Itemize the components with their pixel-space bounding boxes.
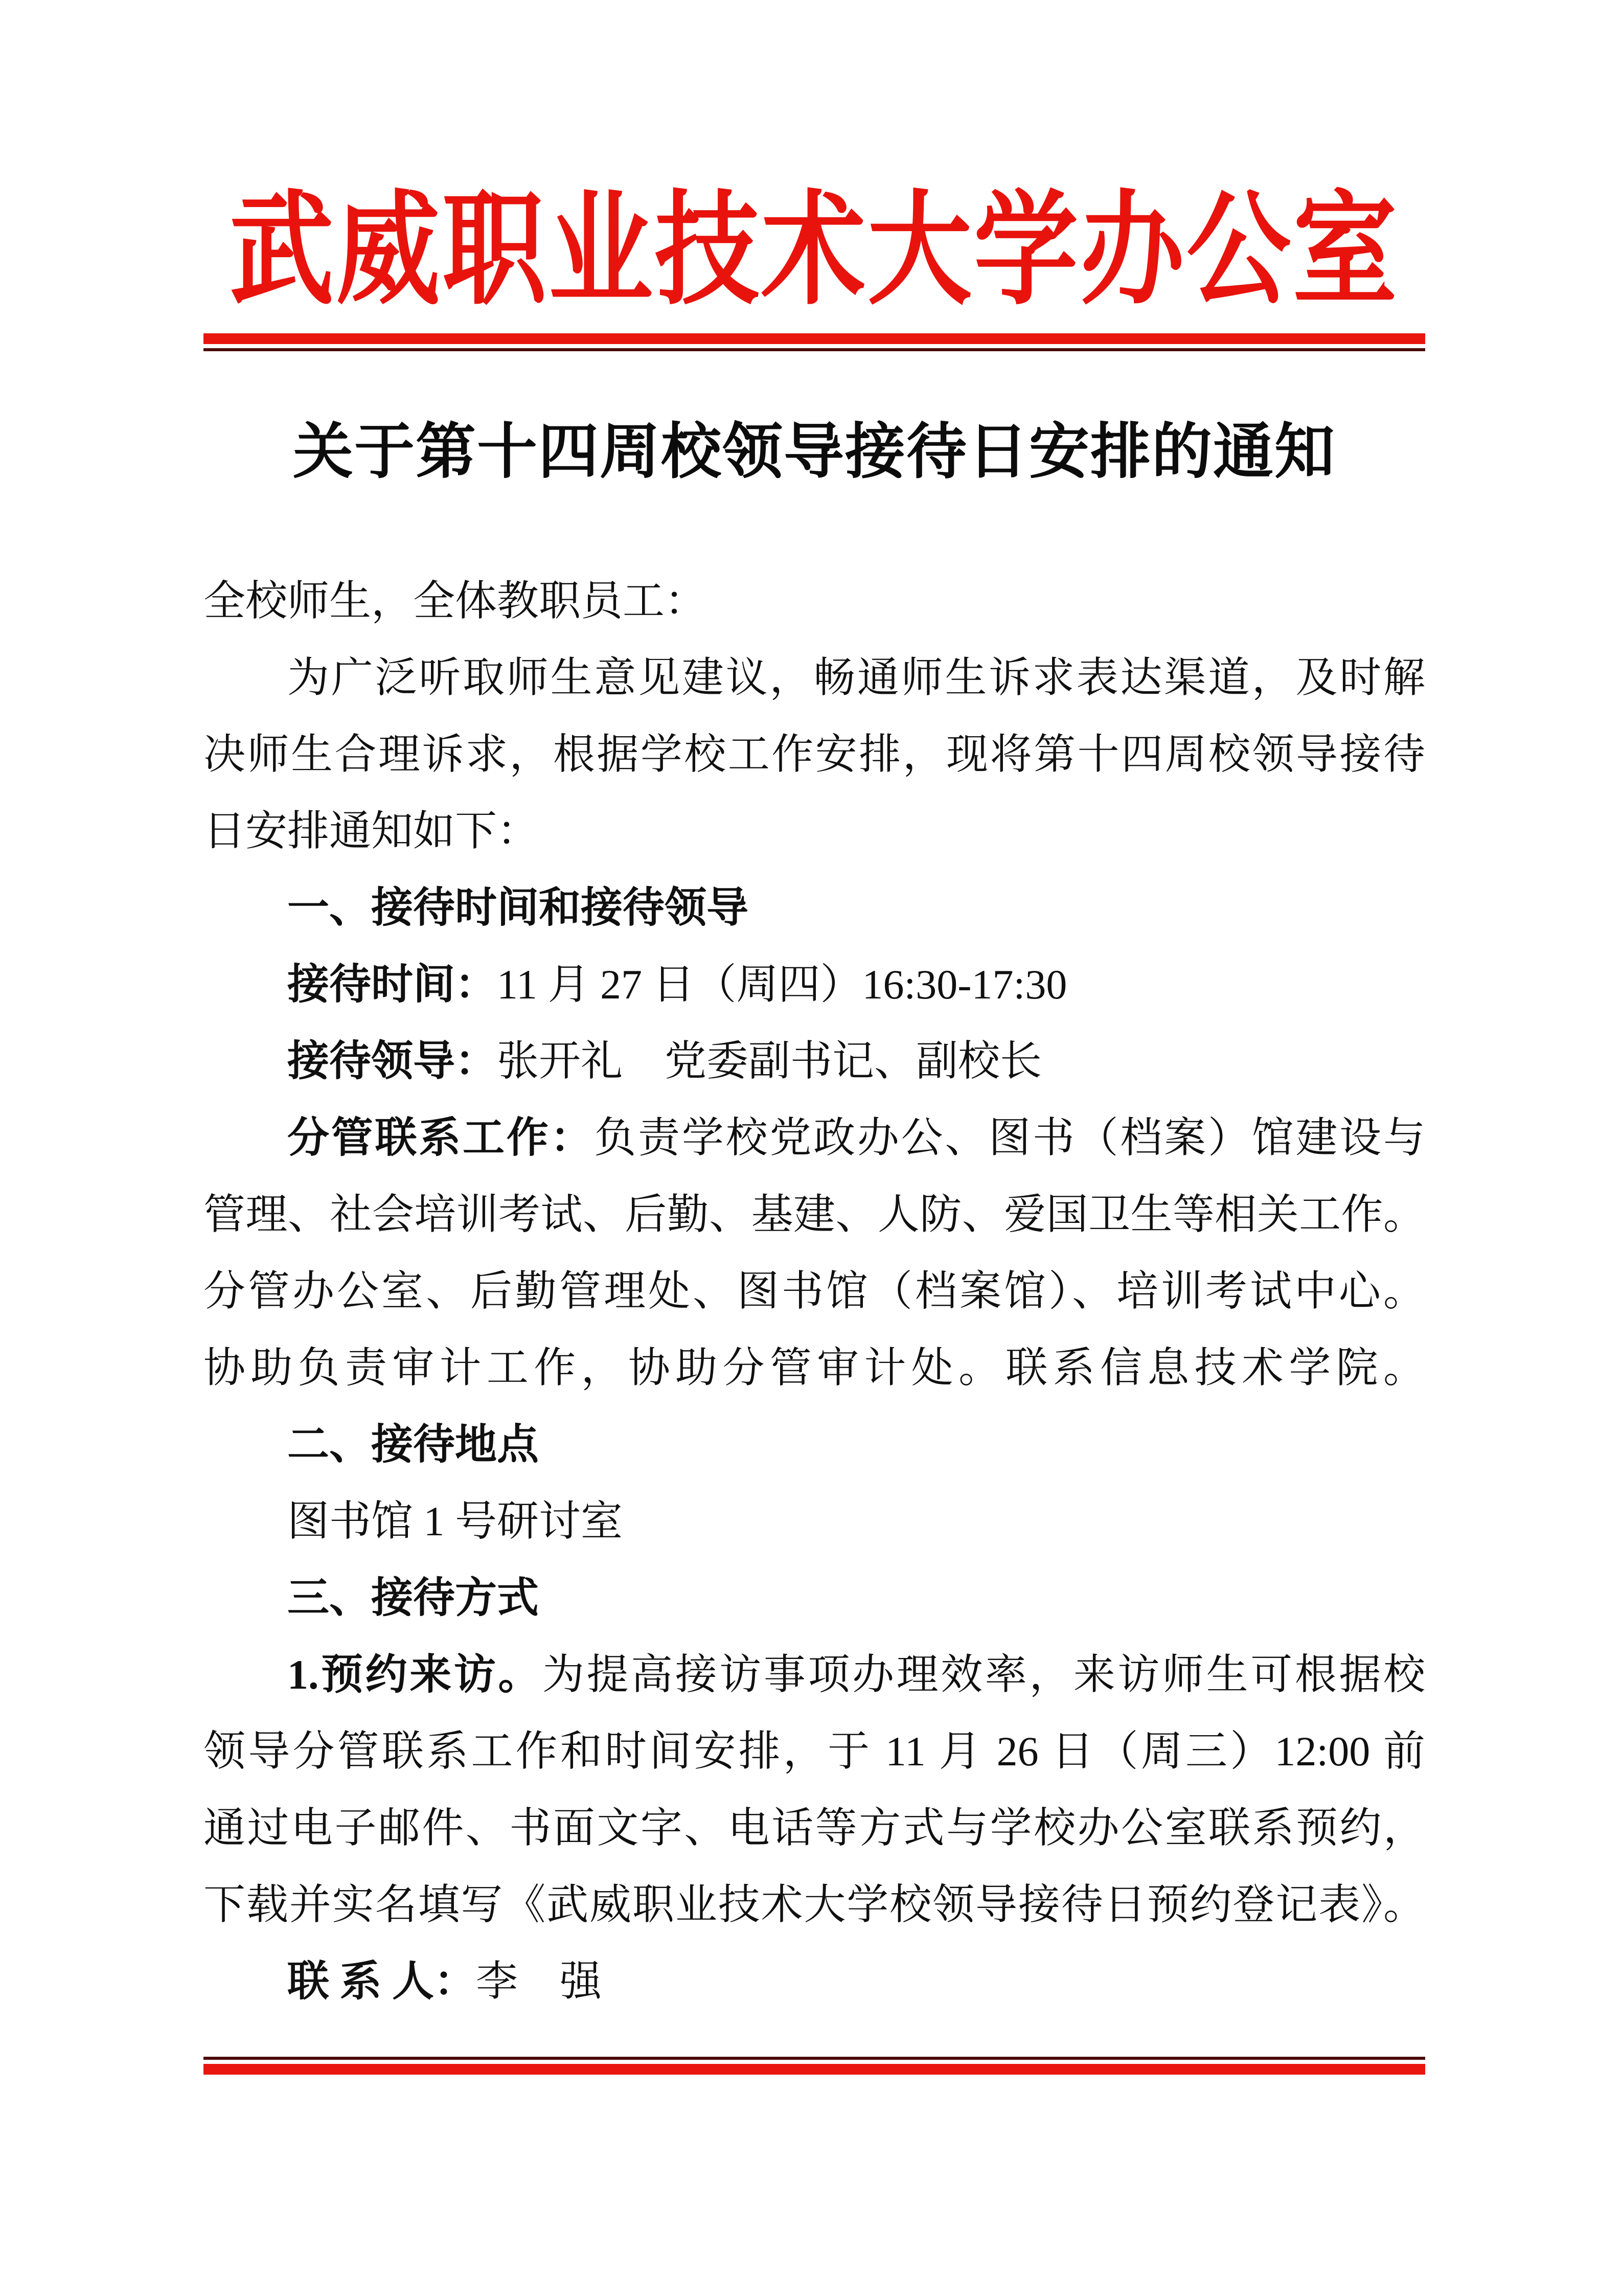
duty-text-2: 管理、社会培训考试、后勤、基建、人防、爱国卫生等相关工作。 bbox=[203, 1191, 1425, 1238]
contact-value: 李 强 bbox=[476, 1958, 602, 2005]
duty-text-3: 分管办公室、后勤管理处、图书馆（档案馆）、培训考试中心。 bbox=[203, 1268, 1425, 1314]
reception-leader-label: 接待领导： bbox=[287, 1038, 497, 1084]
intro-text-3: 日安排通知如下： bbox=[203, 808, 539, 854]
reception-time-label: 接待时间： bbox=[287, 961, 497, 1008]
duty-line-3 bbox=[203, 1253, 1425, 1330]
appointment-text-2: 领导分管联系工作和时间安排，于 11 月 26 日（周三）12:00 前 bbox=[203, 1728, 1425, 1775]
section2-heading bbox=[203, 1406, 1425, 1483]
reception-location-line bbox=[203, 1483, 1425, 1560]
footer-thin-line bbox=[203, 2057, 1425, 2060]
appointment-text-3: 通过电子邮件、书面文字、电话等方式与学校办公室联系预约， bbox=[203, 1805, 1425, 1851]
salutation-line bbox=[203, 563, 1425, 640]
appointment-line-2 bbox=[203, 1713, 1425, 1790]
letterhead-divider bbox=[203, 333, 1425, 351]
duty-line-1 bbox=[203, 1100, 1425, 1176]
section1-heading-text: 一、接待时间和接待领导 bbox=[287, 884, 749, 931]
section3-heading bbox=[203, 1560, 1425, 1636]
section3-heading-text: 三、接待方式 bbox=[287, 1575, 539, 1621]
section1-heading bbox=[203, 870, 1425, 946]
duty-line-4 bbox=[203, 1330, 1425, 1406]
intro-text-1: 为广泛听取师生意见建议，畅通师生诉求表达渠道，及时解 bbox=[287, 654, 1425, 701]
letterhead bbox=[203, 151, 1425, 330]
section2-heading-text: 二、接待地点 bbox=[287, 1421, 539, 1468]
salutation-text: 全校师生，全体教职员工： bbox=[203, 578, 707, 624]
contact-line bbox=[203, 1943, 1425, 2020]
duty-text-4: 协助负责审计工作，协助分管审计处。联系信息技术学院。 bbox=[203, 1345, 1425, 1391]
intro-line-3 bbox=[203, 793, 1425, 870]
duty-text-1: 负责学校党政办公、图书（档案）馆建设与 bbox=[594, 1115, 1425, 1161]
divider-thick-line bbox=[203, 333, 1425, 344]
appointment-text-4: 下载并实名填写《武威职业技术大学校领导接待日预约登记表》。 bbox=[203, 1881, 1425, 1928]
duty-line-2 bbox=[203, 1176, 1425, 1253]
footer-divider bbox=[203, 2057, 1425, 2075]
appointment-line-1 bbox=[203, 1636, 1425, 1713]
notice-title: 关于第十四周校领导接待日安排的通知 bbox=[292, 419, 1336, 486]
letterhead-org-name: 武威职业技术大学办公室 bbox=[230, 183, 1399, 320]
appointment-line-4 bbox=[203, 1867, 1425, 1943]
reception-leader-line bbox=[203, 1023, 1425, 1100]
reception-leader-value: 张开礼 党委副书记、副校长 bbox=[497, 1038, 1042, 1084]
footer-thick-line bbox=[203, 2064, 1425, 2075]
appointment-line-3 bbox=[203, 1790, 1425, 1867]
duty-label: 分管联系工作： bbox=[287, 1115, 595, 1161]
reception-time-value: 11 月 27 日（周四）16:30-17:30 bbox=[497, 961, 1067, 1008]
appointment-text-1: 为提高接访事项办理效率，来访师生可根据校 bbox=[542, 1651, 1425, 1698]
reception-location-text: 图书馆 1 号研讨室 bbox=[287, 1498, 623, 1544]
divider-thin-line bbox=[203, 348, 1425, 351]
appointment-label: 1.预约来访。 bbox=[287, 1651, 542, 1698]
intro-text-2: 决师生合理诉求，根据学校工作安排，现将第十四周校领导接待 bbox=[203, 731, 1425, 778]
notice-body bbox=[203, 563, 1425, 2020]
intro-line-2 bbox=[203, 716, 1425, 793]
contact-label: 联 系 人： bbox=[287, 1958, 476, 2005]
reception-time-line bbox=[203, 946, 1425, 1023]
intro-line-1 bbox=[203, 640, 1425, 716]
